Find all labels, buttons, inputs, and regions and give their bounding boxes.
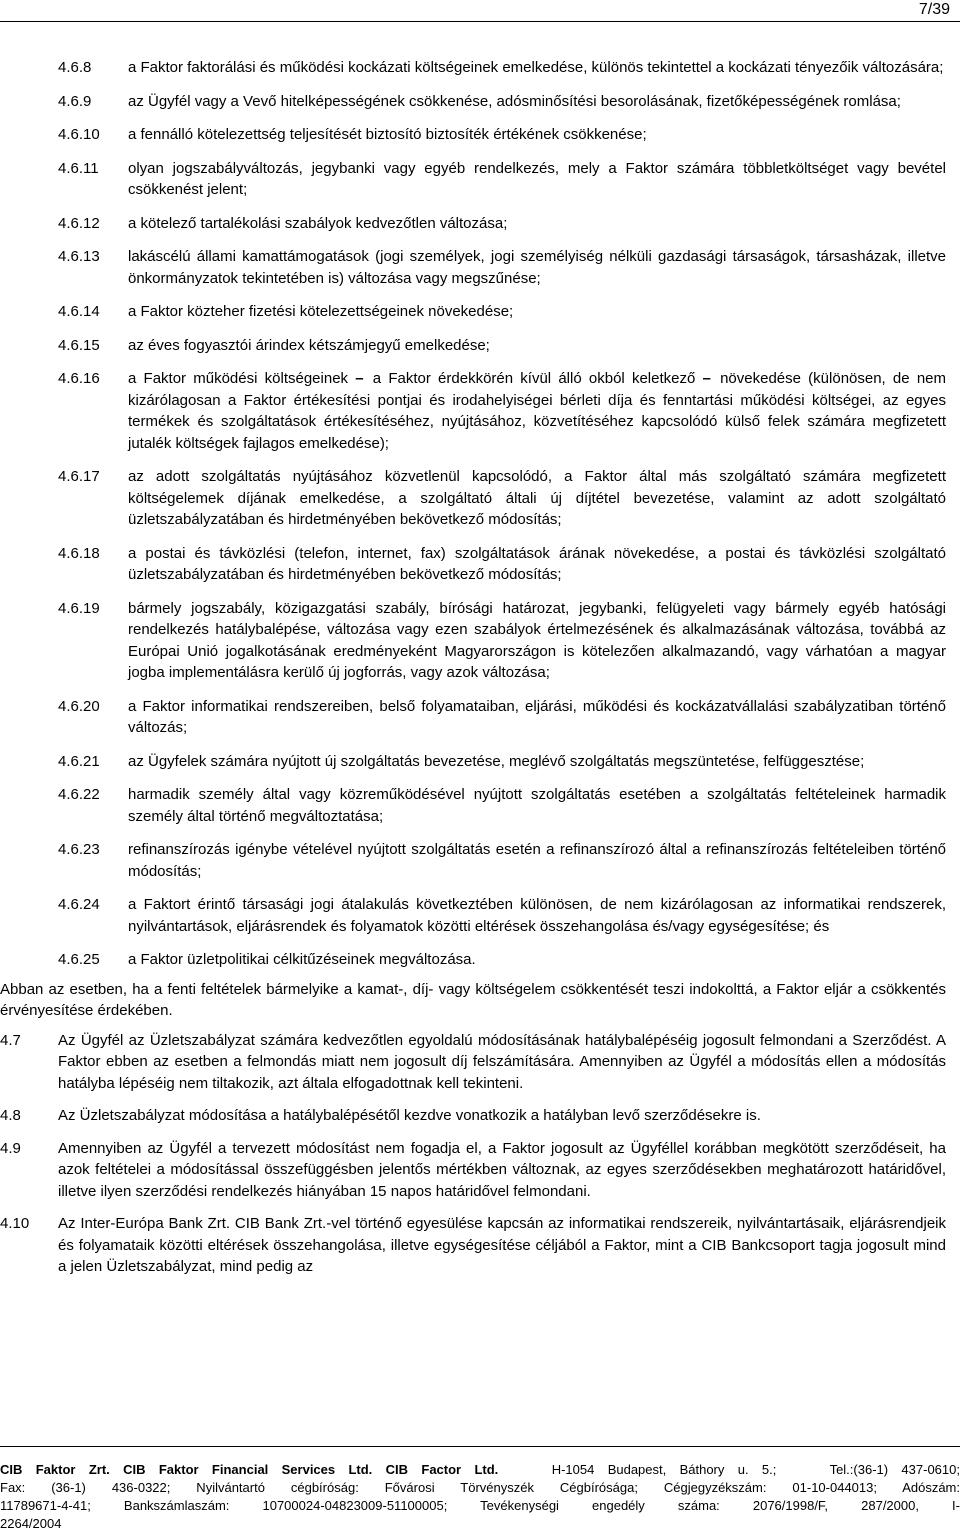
item-number: 4.6.12 — [58, 214, 100, 232]
item-text: bármely jogszabály, közigazgatási szabály, bírósági határozat, jegybanki, felügyeleti vagy bármely egyéb hatósági rendelkezés hatálybalépése, változása vagy ezen szabályok értelmezésének és alkalmazásának változása, továbbá az Európai Unió jogalkotásának eredményeként Magyarországon is kötelezően alkalmazandó, vagy várhatóan a magyar jogba implementálásra kerülő új jogforrás, vagy azok változása; — [128, 599, 946, 681]
list-item — [58, 949, 946, 971]
item-number: 4.6.15 — [58, 336, 100, 354]
section-item — [0, 1213, 946, 1278]
footer-line: Fax: (36-1) 436-0322; Nyilvántartó cégbíróság: Fővárosi Törvényszék Cégbírósága; Cégjegyzékszám: 01-10-044013; Adószám: — [0, 1480, 960, 1495]
list-item — [58, 696, 946, 739]
document-body — [0, 57, 946, 1289]
item-text: a Faktor közteher fizetési kötelezettségeinek növekedése; — [128, 303, 514, 320]
item-text-part: a Faktor működési költségeinek — [128, 370, 349, 387]
list-item — [58, 543, 946, 586]
item-text: a postai és távközlési (telefon, internet, fax) szolgáltatások árának növekedése, a postai és távközlési szolgáltató üzletszabályzatában és hirdetményében bekövetkező módosítás; — [128, 544, 946, 583]
footer-tel: Tel.:(36-1) 437-0610; — [829, 1462, 960, 1477]
footer-address: H-1054 Budapest, Báthory u. 5.; — [551, 1462, 777, 1477]
page-number: 7/39 — [918, 1, 950, 18]
section-number: 4.9 — [0, 1139, 21, 1157]
item-text: a Faktor faktorálási és működési kockázati költségeinek emelkedése, különös tekintettel a kockázati tényezőik változására; — [128, 59, 944, 76]
footer-line: 11789671-4-41; Bankszámlaszám: 10700024-04823009-51100005; Tevékenységi engedély száma: 2076/1998/F, 287/2000, I- — [0, 1498, 960, 1513]
section-text: Amennyiben az Ügyfél a tervezett módosítást nem fogadja el, a Faktor jogosult az Ügyféllel korábban megkötött szerződéseit, ha azok feltételei a módosítással összefüggésben jelentős mértékben változnak, az egyes szerződésekben meghatározott határidővel, illetve ilyen szerződési rendelkezés hiányában 15 napos határidővel felmondani. — [58, 1139, 946, 1200]
item-number: 4.6.8 — [58, 59, 92, 76]
list-item — [58, 839, 946, 882]
item-text: az éves fogyasztói árindex kétszámjegyű emelkedése; — [128, 336, 490, 354]
footer-company-names: CIB Faktor Zrt. CIB Faktor Financial Services Ltd. CIB Factor Ltd. — [0, 1462, 499, 1477]
item-number: 4.6.11 — [58, 159, 99, 177]
list-item — [58, 124, 946, 146]
section-item — [0, 1030, 946, 1095]
item-number: 4.6.20 — [58, 697, 100, 715]
list-item — [58, 751, 946, 773]
item-text: olyan jogszabályváltozás, jegybanki vagy egyéb rendelkezés, mely a Faktor számára többletköltséget vagy bevétel csökkenést jelent; — [128, 159, 946, 198]
item-number: 4.6.10 — [58, 126, 100, 143]
item-text-part: növekedése (különösen, de nem kizárólagosan a Faktor értékesítési pontjai és irodahelyiségei bérleti díja és fenntartási működési költségei, az egyes termékek és szolgáltatások értékesítéséhez, nyújtásához, közvetítéséhez kapcsolódó külső felek számára megfizetett jutalék költségek fajlagos emelkedése); — [128, 370, 946, 452]
item-number: 4.6.21 — [58, 752, 100, 770]
item-number: 4.6.18 — [58, 544, 100, 562]
item-text — [128, 368, 946, 454]
item-number: 4.6.16 — [58, 370, 100, 387]
section-number: 4.10 — [0, 1215, 30, 1232]
item-text: az adott szolgáltatás nyújtásához közvetlenül kapcsolódó, a Faktor által más szolgáltató számára megfizetett költségelemek díjának emelkedése, a szolgáltató általi új díjtétel bevezetése, valamint az adott szolgáltató üzletszabályzatában és hirdetményében bekövetkező módosítás; — [128, 468, 946, 528]
item-text: harmadik személy által vagy közreműködésével nyújtott szolgáltatás esetében a szolgáltatás feltételeinek harmadik személy által történő megváltoztatása; — [128, 786, 946, 825]
item-number: 4.6.23 — [58, 841, 100, 858]
item-number: 4.6.13 — [58, 248, 100, 265]
section-item — [0, 1138, 946, 1203]
item-text: lakáscélú állami kamattámogatások (jogi személyek, jogi személyiség nélküli gazdasági társaságok, társasházak, illetve önkormányzatok tekintetében is) változása vagy megszűnése; — [128, 248, 946, 287]
list-item — [58, 894, 946, 937]
item-text: a Faktor üzletpolitikai célkitűzéseinek megváltozása. — [128, 951, 476, 968]
item-number: 4.6.17 — [58, 468, 100, 485]
section-text: Az Üzletszabályzat módosítása a hatálybalépésétől kezdve vonatkozik a hatályban levő szerződésekre is. — [58, 1107, 761, 1124]
item-number: 4.6.9 — [58, 92, 92, 110]
footer-line — [0, 1461, 960, 1479]
item-text: a kötelező tartalékolási szabályok kedvezőtlen változása; — [128, 214, 508, 232]
item-number: 4.6.19 — [58, 599, 100, 617]
section-item — [0, 1105, 946, 1127]
section-text: Az Ügyfél az Üzletszabályzat számára kedvezőtlen egyoldalú módosításának hatálybalépéséig jogosult felmondani a Szerződést. A Faktor ebben az esetben a felmondás miatt nem jogosult díj felszámítására. Amennyiben az Ügyfél a módosítás ellen a módosítás hatályba lépéséig nem tiltakozik, azt általa elfogadottnak kell tekinteni. — [58, 1031, 946, 1092]
footer-text — [0, 1447, 960, 1533]
section-number: 4.7 — [0, 1031, 21, 1049]
item-text: az Ügyfél vagy a Vevő hitelképességének csökkenése, adósminősítési besorolásának, fizetőképességének romlása; — [128, 92, 901, 110]
item-text: a Faktor informatikai rendszereiben, belső folyamataiban, eljárási, működési és kockázatvállalási szabályzatiban történő változás; — [128, 697, 946, 736]
item-number: 4.6.22 — [58, 786, 100, 803]
list-item — [58, 466, 946, 531]
list-item — [58, 57, 946, 79]
list-item — [58, 301, 946, 323]
footer-line: 2264/2004 — [0, 1516, 62, 1531]
item-text: refinanszírozás igénybe vételével nyújtott szolgáltatás esetén a refinanszírozó által a refinanszírozás feltételeiben történő módosítás; — [128, 841, 946, 880]
item-number: 4.6.24 — [58, 896, 100, 913]
em-dash: – — [702, 370, 713, 387]
section-number: 4.8 — [0, 1107, 21, 1124]
item-number: 4.6.25 — [58, 951, 100, 968]
list-item — [58, 91, 946, 113]
list-item — [58, 598, 946, 684]
list-item — [58, 213, 946, 235]
page-footer — [0, 1446, 960, 1533]
item-text: a fennálló kötelezettség teljesítését biztosító biztosíték értékének csökkenése; — [128, 126, 647, 143]
list-item — [58, 158, 946, 201]
item-text-part: a Faktor érdekkörén kívül álló okból keletkező — [372, 370, 696, 387]
list-item — [58, 368, 946, 454]
body-paragraph: Abban az esetben, ha a fenti feltételek bármelyike a kamat-, díj- vagy költségelem csökkentését teszi indokolttá, a Faktor eljár a csökkentés érvényesítése érdekében. — [0, 980, 946, 1019]
item-text: a Faktort érintő társasági jogi átalakulás következtében különösen, de nem kizárólagosan az informatikai rendszerek, nyilvántartások, eljárásrendek és folyamatok közötti eltérések összehangolása és/vagy egységesítése; és — [128, 896, 946, 935]
list-item — [58, 335, 946, 357]
header-rule — [0, 21, 960, 22]
list-item — [58, 246, 946, 289]
list-item — [58, 784, 946, 827]
item-text: az Ügyfelek számára nyújtott új szolgáltatás bevezetése, meglévő szolgáltatás megszüntetése, felfüggesztése; — [128, 752, 865, 770]
em-dash: – — [355, 370, 366, 387]
section-text: Az Inter-Európa Bank Zrt. CIB Bank Zrt.-vel történő egyesülése kapcsán az informatikai rendszereik, nyilvántartásaik, eljárásrendjeik és folyamataik közötti eltérések összehangolása, illetve egységesítése céljából a Faktor, mint a CIB Bankcsoport tagja jogosult mind a jelen Üzletszabályzat, mind pedig az — [58, 1215, 946, 1275]
item-number: 4.6.14 — [58, 303, 100, 320]
